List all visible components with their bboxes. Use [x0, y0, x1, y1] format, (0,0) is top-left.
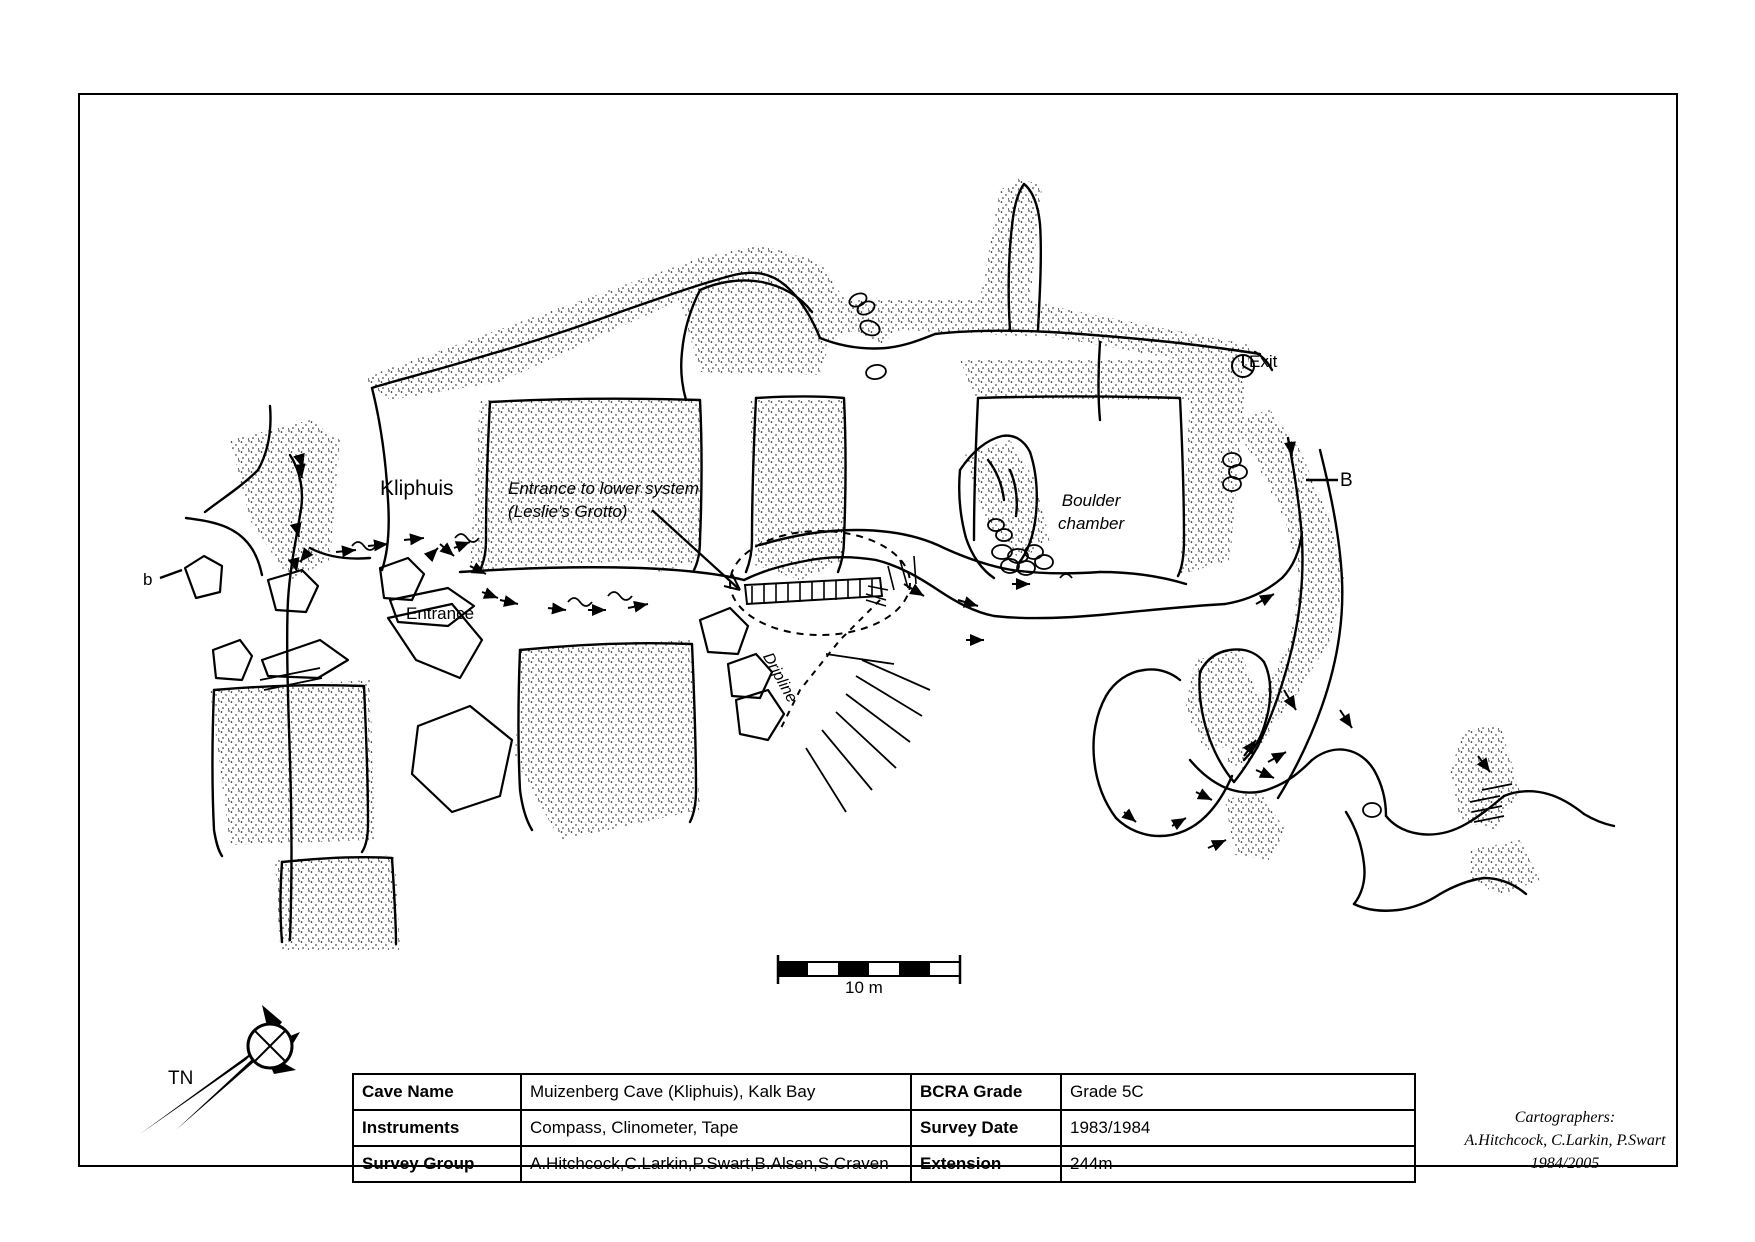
cartographers-credit [1440, 1106, 1690, 1176]
cell-bcra-grade-value: Grade 5C [1061, 1074, 1415, 1110]
cell-cave-name-key: Cave Name [353, 1074, 521, 1110]
table-row [353, 1074, 1415, 1110]
label-kliphuis: Kliphuis [380, 477, 454, 500]
label-boulder-chamber [1058, 490, 1124, 536]
label-lower-system-line2: (Leslie's Grotto) [508, 501, 628, 521]
cell-survey-group-value: A.Hitchcock,C.Larkin,P.Swart,B.Alsen,S.Craven [521, 1146, 911, 1182]
cell-instruments-value: Compass, Clinometer, Tape [521, 1110, 911, 1146]
cell-cave-name-value: Muizenberg Cave (Kliphuis), Kalk Bay [521, 1074, 911, 1110]
north-arrow [140, 1005, 300, 1134]
cell-instruments-key: Instruments [353, 1110, 521, 1146]
survey-info-table [352, 1073, 1416, 1183]
label-exit: Exit [1249, 352, 1278, 371]
label-dripline: Dripline [759, 650, 801, 706]
table-row [353, 1146, 1415, 1182]
label-station-b-lower: b [143, 570, 153, 589]
label-entrance: Entrance [406, 604, 475, 623]
cartographers-names: A.Hitchcock, C.Larkin, P.Swart [1464, 1132, 1666, 1150]
label-lower-system-entrance [508, 478, 699, 524]
label-boulder-line2: chamber [1058, 513, 1125, 533]
cell-survey-group-key: Survey Group [353, 1146, 521, 1182]
cartographers-heading: Cartographers: [1514, 1109, 1616, 1126]
cell-survey-date-value: 1983/1984 [1061, 1110, 1415, 1146]
north-arrow-label: TN [168, 1068, 194, 1089]
scale-bar-label: 10 m [845, 978, 883, 997]
cave-passage-outlines [186, 178, 1614, 950]
cell-survey-date-key: Survey Date [911, 1110, 1061, 1146]
label-lower-system-line1: Entrance to lower system [508, 479, 699, 498]
cell-extension-value: 244m [1061, 1146, 1415, 1182]
table-row [353, 1110, 1415, 1146]
cartographers-years: 1984/2005 [1530, 1155, 1600, 1173]
label-boulder-line1: Boulder [1061, 491, 1121, 510]
cell-extension-key: Extension [911, 1146, 1061, 1182]
label-station-b-upper: B [1340, 470, 1353, 491]
cell-bcra-grade-key: BCRA Grade [911, 1074, 1061, 1110]
